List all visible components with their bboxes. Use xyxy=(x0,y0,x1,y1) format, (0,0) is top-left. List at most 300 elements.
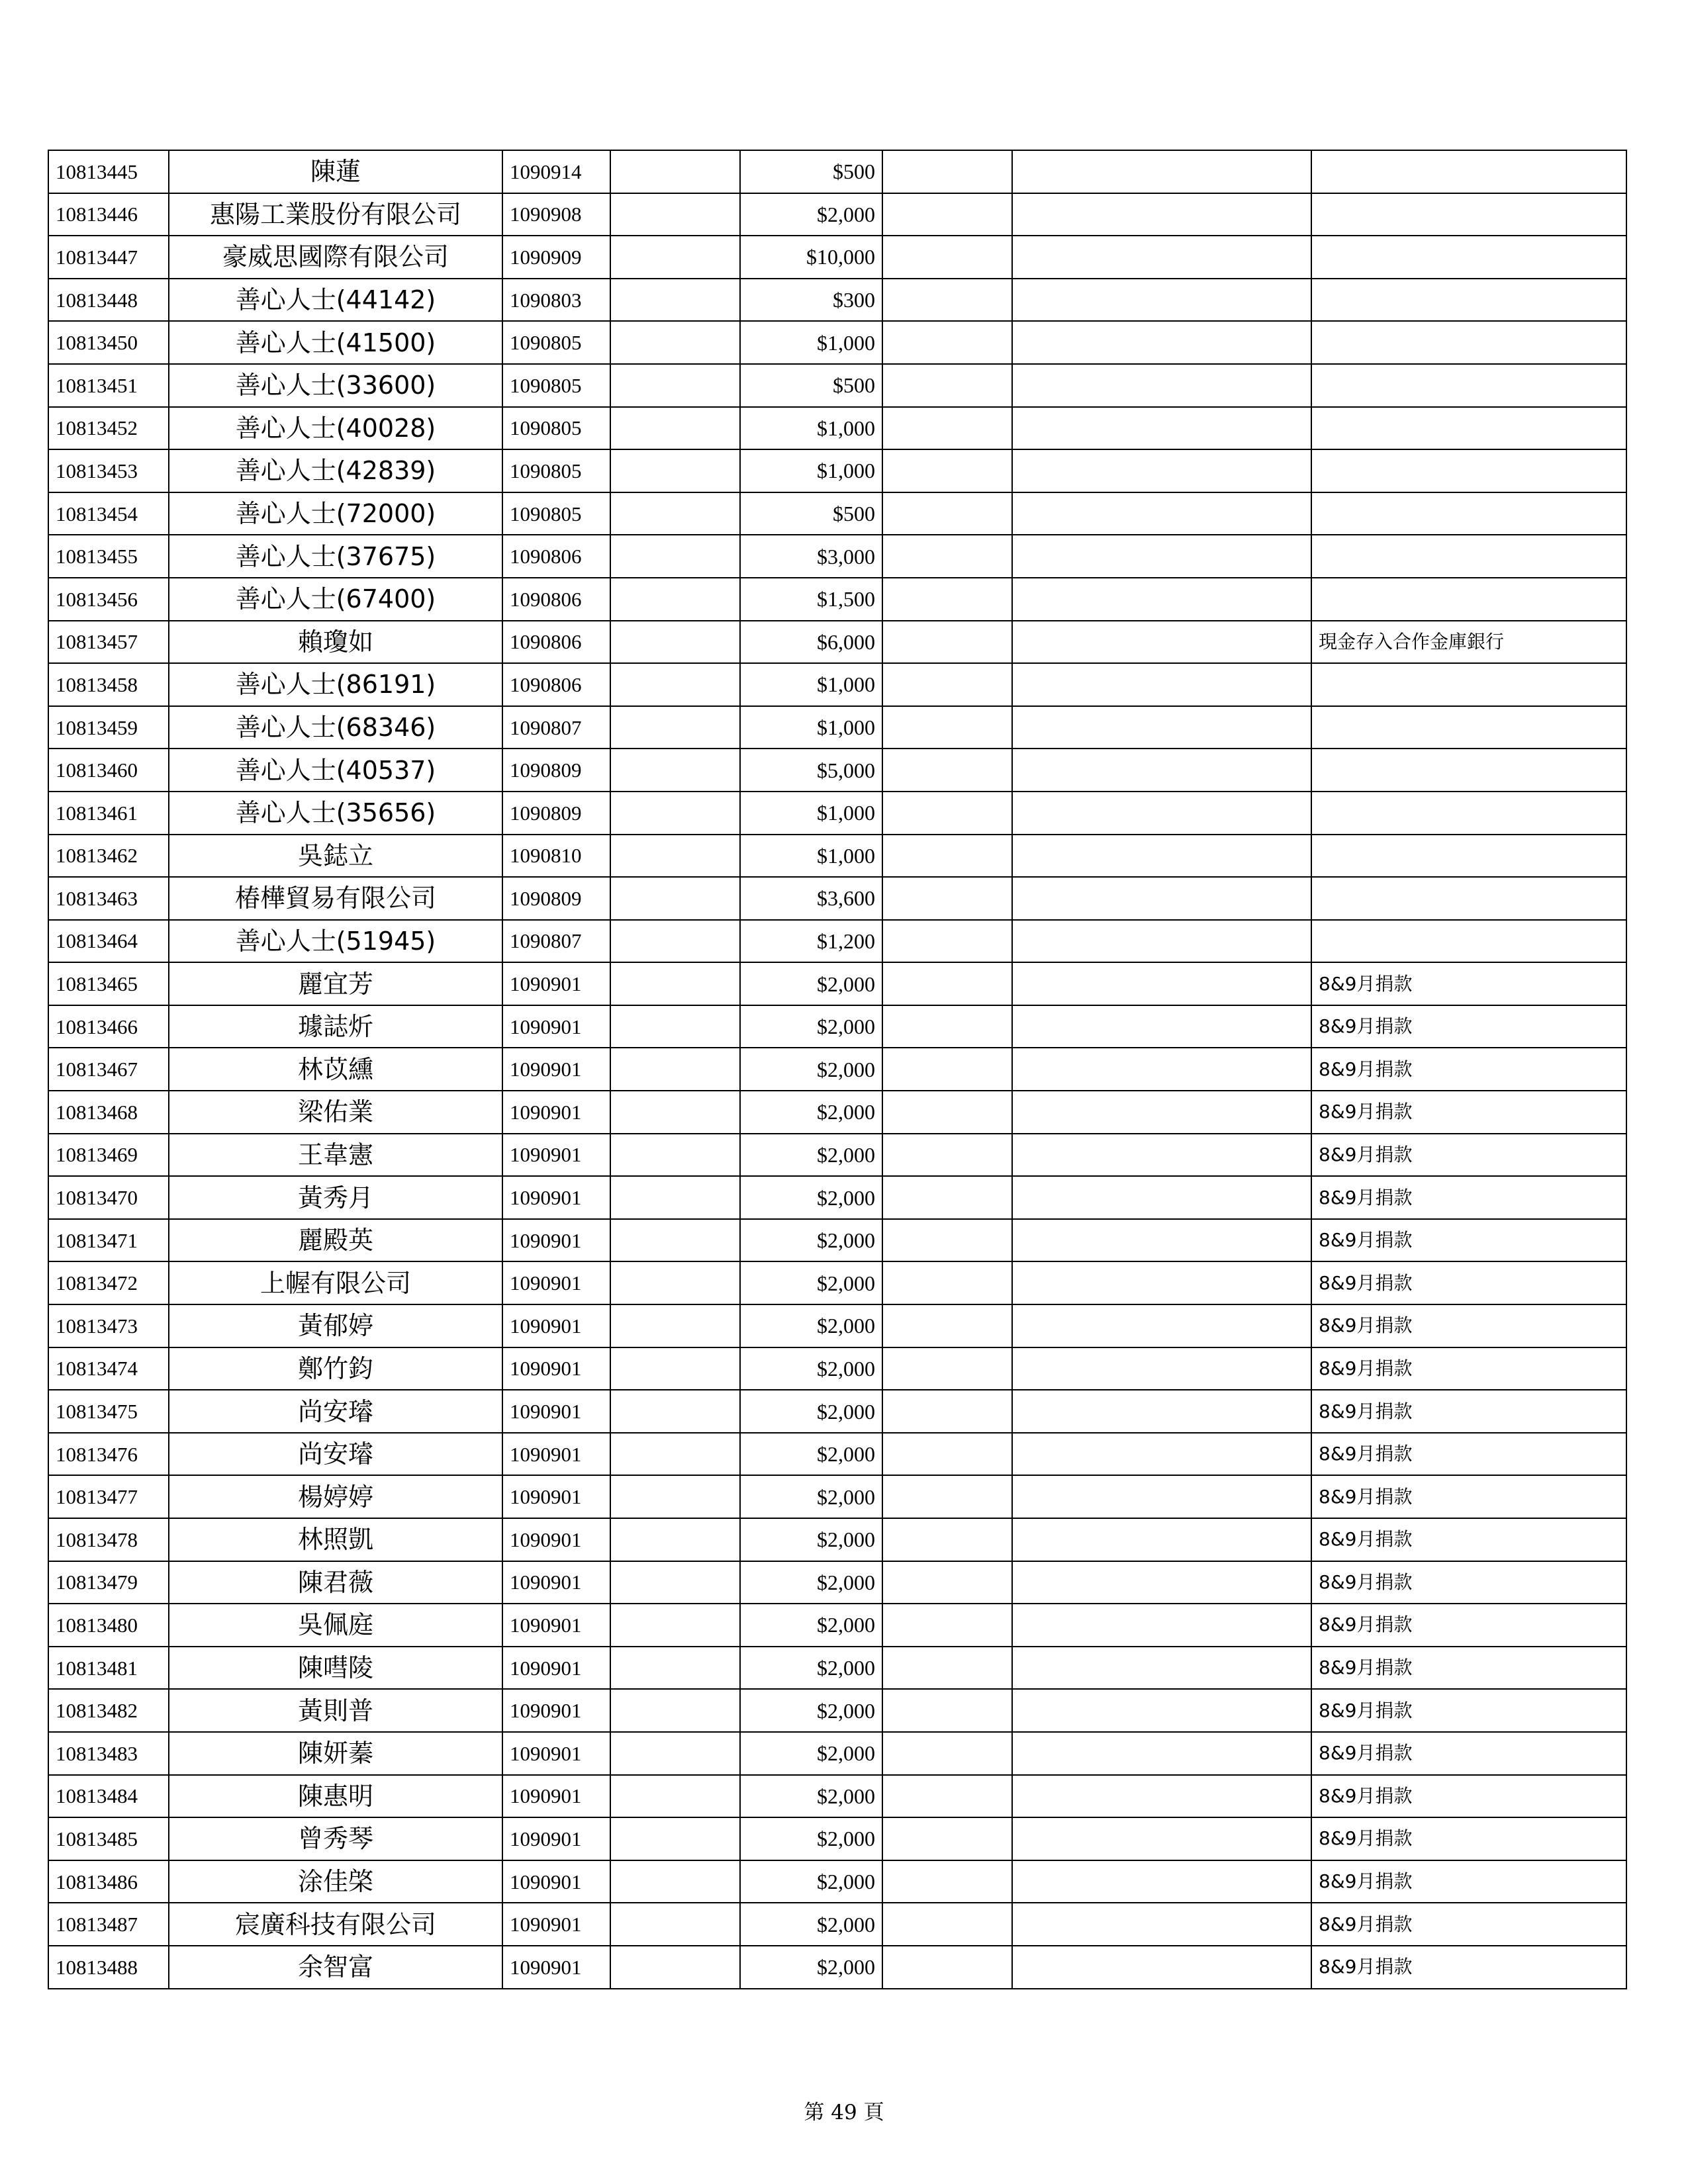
donation-date-cell: 1090901 xyxy=(502,1817,610,1860)
receipt-number-cell: 10813457 xyxy=(48,621,169,664)
table-row xyxy=(48,706,1626,749)
receipt-number-cell: 10813451 xyxy=(48,364,169,407)
empty-cell xyxy=(1012,792,1311,835)
empty-cell xyxy=(1012,1347,1311,1390)
donation-date-cell: 1090901 xyxy=(502,1048,610,1091)
donor-name-cell: 善心人士(44142) xyxy=(169,279,502,322)
empty-cell xyxy=(882,1219,1012,1262)
empty-cell xyxy=(1012,877,1311,920)
amount-cell: $1,000 xyxy=(740,835,882,878)
table-row xyxy=(48,1091,1626,1134)
note-cell: 8&9月捐款 xyxy=(1311,962,1626,1005)
empty-cell xyxy=(882,1689,1012,1732)
note-cell: 8&9月捐款 xyxy=(1311,1134,1626,1177)
note-cell xyxy=(1311,150,1626,193)
empty-cell xyxy=(610,663,740,706)
note-cell xyxy=(1311,835,1626,878)
empty-cell xyxy=(1012,193,1311,236)
note-cell: 8&9月捐款 xyxy=(1311,1903,1626,1946)
empty-cell xyxy=(610,1903,740,1946)
receipt-number-cell: 10813482 xyxy=(48,1689,169,1732)
amount-cell: $2,000 xyxy=(740,1817,882,1860)
table-row xyxy=(48,1433,1626,1476)
empty-cell xyxy=(1012,663,1311,706)
receipt-number-cell: 10813476 xyxy=(48,1433,169,1476)
empty-cell xyxy=(610,1518,740,1561)
donor-name-cell: 善心人士(67400) xyxy=(169,578,502,621)
note-cell: 8&9月捐款 xyxy=(1311,1176,1626,1219)
receipt-number-cell: 10813460 xyxy=(48,749,169,792)
empty-cell xyxy=(882,1347,1012,1390)
donor-name-cell: 善心人士(40537) xyxy=(169,749,502,792)
donation-date-cell: 1090901 xyxy=(502,962,610,1005)
empty-cell xyxy=(882,835,1012,878)
empty-cell xyxy=(610,1604,740,1647)
donation-date-cell: 1090901 xyxy=(502,1775,610,1818)
table-row xyxy=(48,1475,1626,1518)
receipt-number-cell: 10813459 xyxy=(48,706,169,749)
amount-cell: $2,000 xyxy=(740,1134,882,1177)
donation-date-cell: 1090901 xyxy=(502,1604,610,1647)
donor-name-cell: 陳君薇 xyxy=(169,1561,502,1604)
donor-name-cell: 陳妍蓁 xyxy=(169,1732,502,1775)
receipt-number-cell: 10813461 xyxy=(48,792,169,835)
table-row xyxy=(48,792,1626,835)
note-cell: 8&9月捐款 xyxy=(1311,1475,1626,1518)
donation-date-cell: 1090901 xyxy=(502,1134,610,1177)
table-row xyxy=(48,1732,1626,1775)
empty-cell xyxy=(882,449,1012,492)
table-row xyxy=(48,193,1626,236)
receipt-number-cell: 10813458 xyxy=(48,663,169,706)
empty-cell xyxy=(610,962,740,1005)
receipt-number-cell: 10813485 xyxy=(48,1817,169,1860)
empty-cell xyxy=(1012,1176,1311,1219)
amount-cell: $2,000 xyxy=(740,1647,882,1690)
donor-name-cell: 黃則普 xyxy=(169,1689,502,1732)
donation-date-cell: 1090908 xyxy=(502,193,610,236)
table-row xyxy=(48,835,1626,878)
donor-name-cell: 惠陽工業股份有限公司 xyxy=(169,193,502,236)
empty-cell xyxy=(610,279,740,322)
table-row xyxy=(48,1775,1626,1818)
note-cell xyxy=(1311,535,1626,578)
donation-date-cell: 1090810 xyxy=(502,835,610,878)
note-cell: 8&9月捐款 xyxy=(1311,1433,1626,1476)
empty-cell xyxy=(610,321,740,364)
empty-cell xyxy=(610,1732,740,1775)
empty-cell xyxy=(610,1134,740,1177)
empty-cell xyxy=(1012,1091,1311,1134)
table-row xyxy=(48,407,1626,450)
empty-cell xyxy=(882,663,1012,706)
empty-cell xyxy=(1012,492,1311,535)
empty-cell xyxy=(882,749,1012,792)
empty-cell xyxy=(610,578,740,621)
donor-name-cell: 善心人士(42839) xyxy=(169,449,502,492)
amount-cell: $2,000 xyxy=(740,1475,882,1518)
donation-date-cell: 1090901 xyxy=(502,1219,610,1262)
empty-cell xyxy=(1012,1433,1311,1476)
empty-cell xyxy=(610,492,740,535)
table-row xyxy=(48,321,1626,364)
empty-cell xyxy=(1012,1261,1311,1304)
empty-cell xyxy=(1012,962,1311,1005)
empty-cell xyxy=(610,621,740,664)
receipt-number-cell: 10813463 xyxy=(48,877,169,920)
empty-cell xyxy=(610,1817,740,1860)
receipt-number-cell: 10813484 xyxy=(48,1775,169,1818)
empty-cell xyxy=(1012,236,1311,279)
donation-date-cell: 1090901 xyxy=(502,1304,610,1347)
empty-cell xyxy=(610,920,740,963)
page-number: 第 49 頁 xyxy=(804,2101,884,2124)
empty-cell xyxy=(610,1091,740,1134)
empty-cell xyxy=(1012,150,1311,193)
amount-cell: $2,000 xyxy=(740,1390,882,1433)
table-row xyxy=(48,150,1626,193)
empty-cell xyxy=(610,1176,740,1219)
note-cell xyxy=(1311,749,1626,792)
empty-cell xyxy=(610,1689,740,1732)
empty-cell xyxy=(1012,1561,1311,1604)
donor-name-cell: 余智富 xyxy=(169,1946,502,1989)
empty-cell xyxy=(882,279,1012,322)
amount-cell: $3,000 xyxy=(740,535,882,578)
donation-date-cell: 1090901 xyxy=(502,1946,610,1989)
amount-cell: $2,000 xyxy=(740,1261,882,1304)
receipt-number-cell: 10813474 xyxy=(48,1347,169,1390)
donation-date-cell: 1090806 xyxy=(502,621,610,664)
amount-cell: $500 xyxy=(740,492,882,535)
amount-cell: $1,500 xyxy=(740,578,882,621)
amount-cell: $500 xyxy=(740,364,882,407)
receipt-number-cell: 10813477 xyxy=(48,1475,169,1518)
receipt-number-cell: 10813464 xyxy=(48,920,169,963)
empty-cell xyxy=(1012,1005,1311,1048)
donation-date-cell: 1090809 xyxy=(502,877,610,920)
empty-cell xyxy=(882,877,1012,920)
empty-cell xyxy=(610,706,740,749)
donation-date-cell: 1090805 xyxy=(502,321,610,364)
table-row xyxy=(48,1860,1626,1903)
empty-cell xyxy=(1012,279,1311,322)
donation-date-cell: 1090901 xyxy=(502,1732,610,1775)
donor-name-cell: 尚安璿 xyxy=(169,1433,502,1476)
empty-cell xyxy=(882,535,1012,578)
empty-cell xyxy=(1012,578,1311,621)
empty-cell xyxy=(882,1433,1012,1476)
donation-date-cell: 1090901 xyxy=(502,1390,610,1433)
receipt-number-cell: 10813466 xyxy=(48,1005,169,1048)
empty-cell xyxy=(882,1903,1012,1946)
table-row xyxy=(48,1134,1626,1177)
receipt-number-cell: 10813480 xyxy=(48,1604,169,1647)
donation-date-cell: 1090805 xyxy=(502,492,610,535)
table-row xyxy=(48,578,1626,621)
amount-cell: $500 xyxy=(740,150,882,193)
table-row xyxy=(48,1219,1626,1262)
donor-name-cell: 吳佩庭 xyxy=(169,1604,502,1647)
empty-cell xyxy=(1012,749,1311,792)
donor-name-cell: 善心人士(68346) xyxy=(169,706,502,749)
empty-cell xyxy=(882,1475,1012,1518)
donor-name-cell: 涂佳棨 xyxy=(169,1860,502,1903)
note-cell xyxy=(1311,578,1626,621)
note-cell xyxy=(1311,236,1626,279)
receipt-number-cell: 10813470 xyxy=(48,1176,169,1219)
note-cell: 8&9月捐款 xyxy=(1311,1048,1626,1091)
donor-name-cell: 上幄有限公司 xyxy=(169,1261,502,1304)
empty-cell xyxy=(610,1647,740,1690)
donation-date-cell: 1090901 xyxy=(502,1433,610,1476)
donor-name-cell: 豪威思國際有限公司 xyxy=(169,236,502,279)
table-row xyxy=(48,1048,1626,1091)
receipt-number-cell: 10813472 xyxy=(48,1261,169,1304)
donor-name-cell: 善心人士(33600) xyxy=(169,364,502,407)
receipt-number-cell: 10813486 xyxy=(48,1860,169,1903)
donation-date-cell: 1090806 xyxy=(502,535,610,578)
receipt-number-cell: 10813479 xyxy=(48,1561,169,1604)
empty-cell xyxy=(882,578,1012,621)
amount-cell: $3,600 xyxy=(740,877,882,920)
note-cell: 8&9月捐款 xyxy=(1311,1390,1626,1433)
empty-cell xyxy=(610,877,740,920)
donor-name-cell: 林苡纁 xyxy=(169,1048,502,1091)
donor-name-cell: 善心人士(40028) xyxy=(169,407,502,450)
note-cell xyxy=(1311,920,1626,963)
donor-name-cell: 善心人士(86191) xyxy=(169,663,502,706)
table-row xyxy=(48,1817,1626,1860)
note-cell xyxy=(1311,449,1626,492)
amount-cell: $2,000 xyxy=(740,1946,882,1989)
amount-cell: $1,200 xyxy=(740,920,882,963)
empty-cell xyxy=(1012,1775,1311,1818)
donor-name-cell: 尚安璿 xyxy=(169,1390,502,1433)
note-cell xyxy=(1311,492,1626,535)
donor-name-cell: 楊婷婷 xyxy=(169,1475,502,1518)
donor-name-cell: 善心人士(35656) xyxy=(169,792,502,835)
note-cell xyxy=(1311,706,1626,749)
empty-cell xyxy=(610,1946,740,1989)
amount-cell: $2,000 xyxy=(740,1048,882,1091)
empty-cell xyxy=(610,1219,740,1262)
empty-cell xyxy=(1012,1475,1311,1518)
note-cell: 現金存入合作金庫銀行 xyxy=(1311,621,1626,664)
donation-date-cell: 1090901 xyxy=(502,1005,610,1048)
amount-cell: $1,000 xyxy=(740,663,882,706)
note-cell: 8&9月捐款 xyxy=(1311,1604,1626,1647)
amount-cell: $2,000 xyxy=(740,1347,882,1390)
receipt-number-cell: 10813487 xyxy=(48,1903,169,1946)
donor-name-cell: 善心人士(37675) xyxy=(169,535,502,578)
donor-name-cell: 宸廣科技有限公司 xyxy=(169,1903,502,1946)
receipt-number-cell: 10813456 xyxy=(48,578,169,621)
empty-cell xyxy=(1012,1518,1311,1561)
empty-cell xyxy=(882,920,1012,963)
empty-cell xyxy=(882,1134,1012,1177)
receipt-number-cell: 10813452 xyxy=(48,407,169,450)
table-row xyxy=(48,663,1626,706)
empty-cell xyxy=(610,1433,740,1476)
empty-cell xyxy=(882,407,1012,450)
table-row xyxy=(48,1261,1626,1304)
note-cell: 8&9月捐款 xyxy=(1311,1518,1626,1561)
amount-cell: $2,000 xyxy=(740,1518,882,1561)
empty-cell xyxy=(610,792,740,835)
table-row xyxy=(48,1946,1626,1989)
note-cell: 8&9月捐款 xyxy=(1311,1219,1626,1262)
note-cell: 8&9月捐款 xyxy=(1311,1775,1626,1818)
note-cell: 8&9月捐款 xyxy=(1311,1689,1626,1732)
empty-cell xyxy=(1012,1732,1311,1775)
donation-date-cell: 1090901 xyxy=(502,1647,610,1690)
amount-cell: $10,000 xyxy=(740,236,882,279)
empty-cell xyxy=(882,193,1012,236)
amount-cell: $1,000 xyxy=(740,449,882,492)
empty-cell xyxy=(1012,1647,1311,1690)
empty-cell xyxy=(882,364,1012,407)
empty-cell xyxy=(882,1048,1012,1091)
donor-name-cell: 椿樺貿易有限公司 xyxy=(169,877,502,920)
amount-cell: $1,000 xyxy=(740,407,882,450)
donor-name-cell: 璩誌炘 xyxy=(169,1005,502,1048)
donation-date-cell: 1090803 xyxy=(502,279,610,322)
empty-cell xyxy=(1012,706,1311,749)
empty-cell xyxy=(882,1817,1012,1860)
note-cell: 8&9月捐款 xyxy=(1311,1561,1626,1604)
note-cell: 8&9月捐款 xyxy=(1311,1304,1626,1347)
donor-name-cell: 善心人士(51945) xyxy=(169,920,502,963)
table-row xyxy=(48,621,1626,664)
receipt-number-cell: 10813454 xyxy=(48,492,169,535)
amount-cell: $2,000 xyxy=(740,1604,882,1647)
note-cell xyxy=(1311,193,1626,236)
empty-cell xyxy=(610,236,740,279)
donor-name-cell: 王韋憲 xyxy=(169,1134,502,1177)
empty-cell xyxy=(1012,1134,1311,1177)
donation-date-cell: 1090807 xyxy=(502,706,610,749)
donation-date-cell: 1090901 xyxy=(502,1176,610,1219)
empty-cell xyxy=(1012,1946,1311,1989)
donation-date-cell: 1090805 xyxy=(502,407,610,450)
empty-cell xyxy=(1012,1903,1311,1946)
amount-cell: $2,000 xyxy=(740,962,882,1005)
table-row xyxy=(48,535,1626,578)
receipt-number-cell: 10813473 xyxy=(48,1304,169,1347)
donation-date-cell: 1090901 xyxy=(502,1561,610,1604)
note-cell xyxy=(1311,877,1626,920)
empty-cell xyxy=(610,1048,740,1091)
donor-name-cell: 麗殿英 xyxy=(169,1219,502,1262)
receipt-number-cell: 10813469 xyxy=(48,1134,169,1177)
empty-cell xyxy=(1012,407,1311,450)
table-row xyxy=(48,449,1626,492)
table-row xyxy=(48,1689,1626,1732)
receipt-number-cell: 10813447 xyxy=(48,236,169,279)
empty-cell xyxy=(882,1860,1012,1903)
empty-cell xyxy=(1012,1689,1311,1732)
empty-cell xyxy=(1012,321,1311,364)
donor-name-cell: 黃秀月 xyxy=(169,1176,502,1219)
amount-cell: $2,000 xyxy=(740,1005,882,1048)
amount-cell: $2,000 xyxy=(740,1732,882,1775)
empty-cell xyxy=(1012,535,1311,578)
empty-cell xyxy=(882,236,1012,279)
note-cell: 8&9月捐款 xyxy=(1311,1817,1626,1860)
empty-cell xyxy=(882,1390,1012,1433)
table-row xyxy=(48,492,1626,535)
donor-name-cell: 吳鋕立 xyxy=(169,835,502,878)
note-cell xyxy=(1311,407,1626,450)
receipt-number-cell: 10813468 xyxy=(48,1091,169,1134)
donation-date-cell: 1090901 xyxy=(502,1347,610,1390)
note-cell: 8&9月捐款 xyxy=(1311,1261,1626,1304)
amount-cell: $300 xyxy=(740,279,882,322)
amount-cell: $2,000 xyxy=(740,1775,882,1818)
amount-cell: $5,000 xyxy=(740,749,882,792)
amount-cell: $1,000 xyxy=(740,321,882,364)
note-cell: 8&9月捐款 xyxy=(1311,1091,1626,1134)
empty-cell xyxy=(610,1860,740,1903)
empty-cell xyxy=(1012,1817,1311,1860)
donation-date-cell: 1090806 xyxy=(502,663,610,706)
empty-cell xyxy=(882,1775,1012,1818)
table-row xyxy=(48,1176,1626,1219)
empty-cell xyxy=(610,535,740,578)
empty-cell xyxy=(1012,1304,1311,1347)
table-row xyxy=(48,364,1626,407)
empty-cell xyxy=(882,321,1012,364)
receipt-number-cell: 10813455 xyxy=(48,535,169,578)
receipt-number-cell: 10813481 xyxy=(48,1647,169,1690)
table-row xyxy=(48,920,1626,963)
amount-cell: $2,000 xyxy=(740,193,882,236)
amount-cell: $2,000 xyxy=(740,1689,882,1732)
empty-cell xyxy=(1012,1604,1311,1647)
donation-date-cell: 1090807 xyxy=(502,920,610,963)
donor-name-cell: 善心人士(41500) xyxy=(169,321,502,364)
amount-cell: $2,000 xyxy=(740,1304,882,1347)
donation-date-cell: 1090901 xyxy=(502,1903,610,1946)
amount-cell: $2,000 xyxy=(740,1433,882,1476)
donor-name-cell: 曾秀琴 xyxy=(169,1817,502,1860)
table-row xyxy=(48,279,1626,322)
donation-date-cell: 1090805 xyxy=(502,449,610,492)
empty-cell xyxy=(882,1561,1012,1604)
empty-cell xyxy=(882,1732,1012,1775)
table-body xyxy=(48,150,1626,1989)
donation-date-cell: 1090901 xyxy=(502,1475,610,1518)
receipt-number-cell: 10813450 xyxy=(48,321,169,364)
empty-cell xyxy=(610,1561,740,1604)
table-row xyxy=(48,962,1626,1005)
empty-cell xyxy=(610,1304,740,1347)
amount-cell: $2,000 xyxy=(740,1561,882,1604)
note-cell: 8&9月捐款 xyxy=(1311,1860,1626,1903)
empty-cell xyxy=(610,1261,740,1304)
receipt-number-cell: 10813453 xyxy=(48,449,169,492)
empty-cell xyxy=(610,835,740,878)
empty-cell xyxy=(1012,449,1311,492)
empty-cell xyxy=(882,792,1012,835)
donor-name-cell: 麗宜芳 xyxy=(169,962,502,1005)
empty-cell xyxy=(610,749,740,792)
empty-cell xyxy=(882,706,1012,749)
empty-cell xyxy=(882,1176,1012,1219)
donor-name-cell: 陳嘒陵 xyxy=(169,1647,502,1690)
table-row xyxy=(48,1604,1626,1647)
